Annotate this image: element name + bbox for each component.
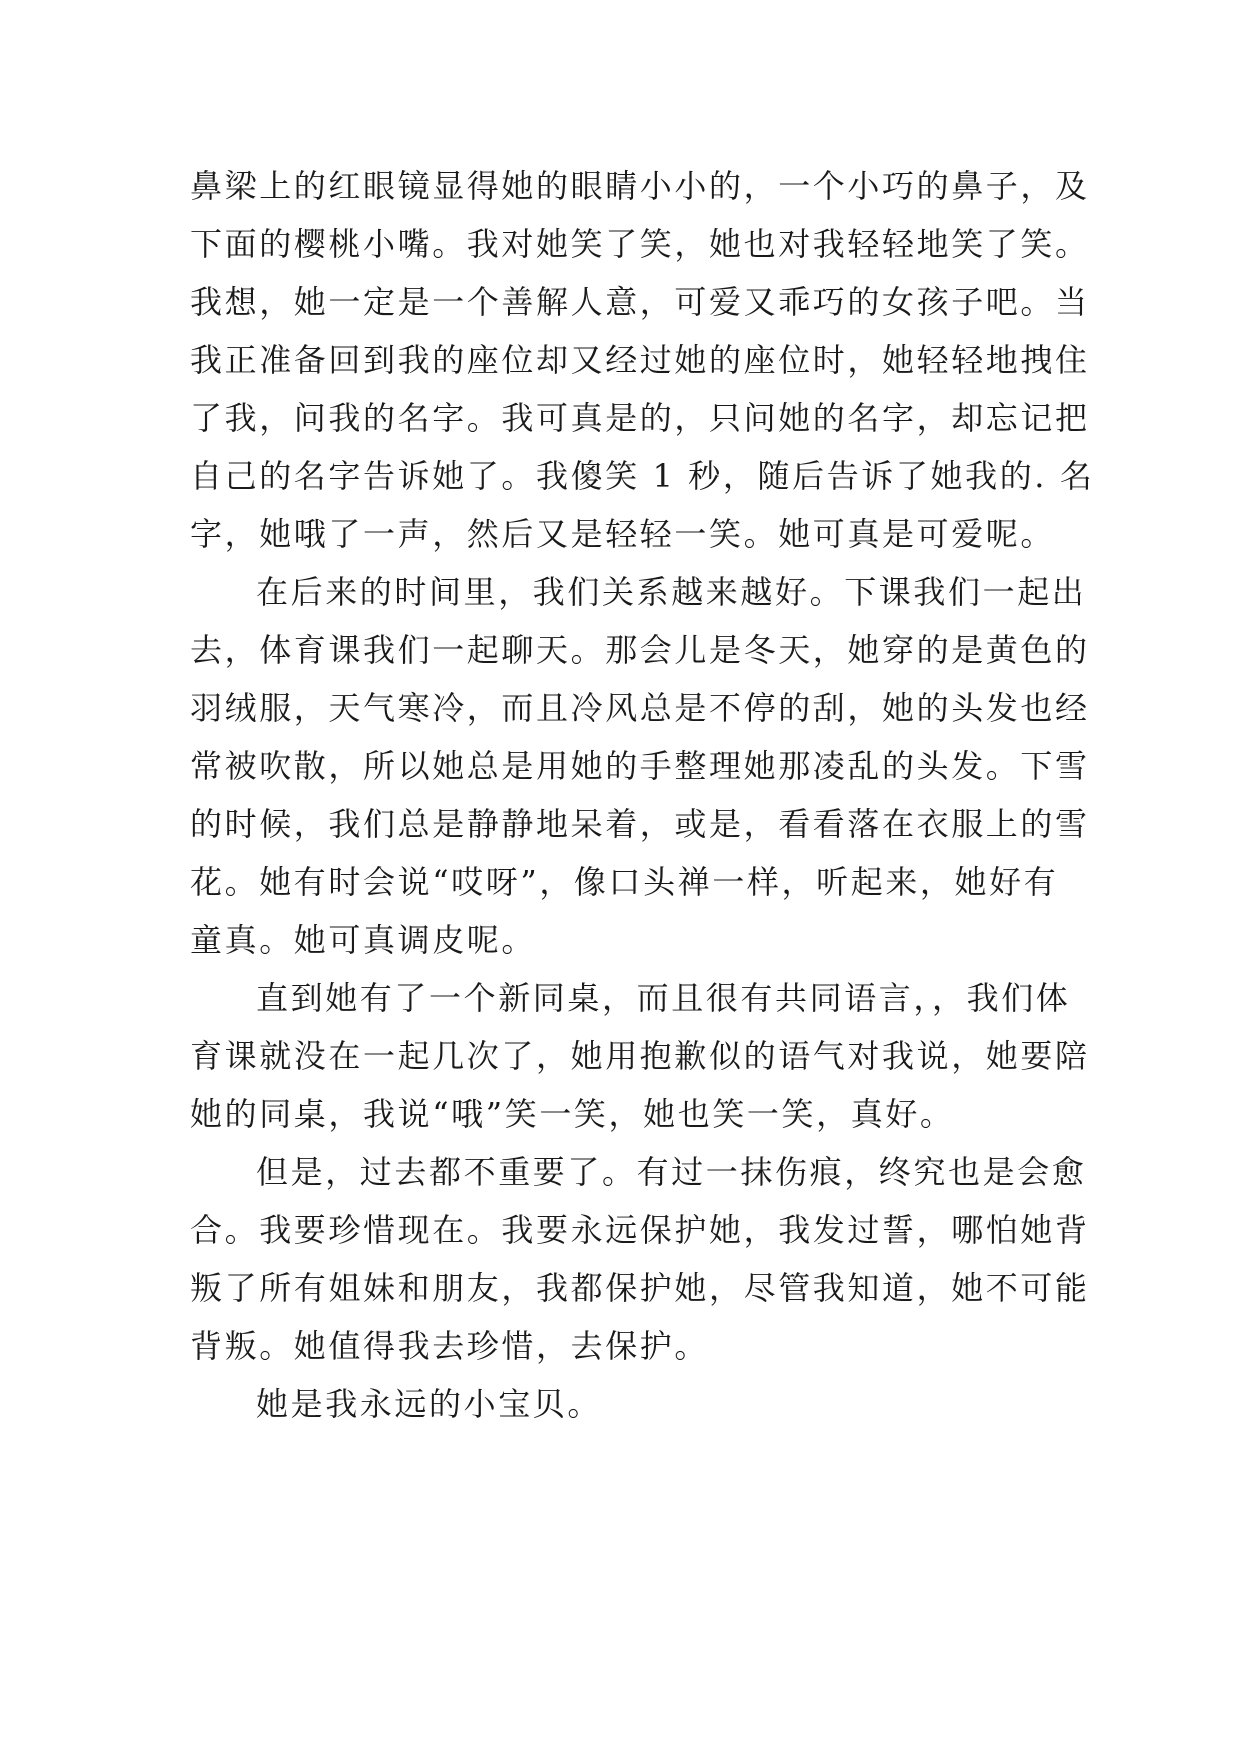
text-line: 字，她哦了一声，然后又是轻轻一笑。她可真是可爱呢。 [190,515,1056,553]
text-line: 背叛。她值得我去珍惜，去保护。 [190,1327,710,1365]
text-line: 育课就没在一起几次了，她用抱歉似的语气对我说，她要陪 [190,1037,1090,1075]
text-line: 了我，问我的名字。我可真是的，只问她的名字，却忘记把 [190,399,1090,437]
text-line: 羽绒服，天气寒冷，而且冷风总是不停的刮，她的头发也经 [190,689,1090,727]
text-line: 去，体育课我们一起聊天。那会儿是冬天，她穿的是黄色的 [190,631,1090,669]
text-line: 的时候，我们总是静静地呆着，或是，看看落在衣服上的雪 [190,805,1090,843]
text-line: 合。我要珍惜现在。我要永远保护她，我发过誓，哪怕她背 [190,1211,1090,1249]
text-line: 鼻梁上的红眼镜显得她的眼睛小小的，一个小巧的鼻子，及 [190,167,1090,205]
text-line: 在后来的时间里，我们关系越来越好。下课我们一起出 [256,573,1087,611]
text-line: 花。她有时会说“哎呀”，像口头禅一样，听起来，她好有 [190,863,1059,901]
text-line: 常被吹散，所以她总是用她的手整理她那凌乱的头发。下雪 [190,747,1090,785]
text-line: 我想，她一定是一个善解人意，可爱又乖巧的女孩子吧。当 [190,283,1090,321]
text-line: 自己的名字告诉她了。我傻笑 1 秒，随后告诉了她我的. 名 [190,457,1095,495]
text-line: 下面的樱桃小嘴。我对她笑了笑，她也对我轻轻地笑了笑。 [190,225,1090,263]
text-line: 直到她有了一个新同桌，而且很有共同语言，，我们体 [256,979,1071,1017]
text-line: 但是，过去都不重要了。有过一抹伤痕，终究也是会愈 [256,1153,1087,1191]
text-line: 她的同桌，我说“哦”笑一笑，她也笑一笑，真好。 [190,1095,955,1133]
text-line: 童真。她可真调皮呢。 [190,921,537,959]
text-line: 叛了所有姐妹和朋友，我都保护她，尽管我知道，她不可能 [190,1269,1090,1307]
text-line: 她是我永远的小宝贝。 [256,1385,603,1423]
text-line: 我正准备回到我的座位却又经过她的座位时，她轻轻地拽住 [190,341,1090,379]
